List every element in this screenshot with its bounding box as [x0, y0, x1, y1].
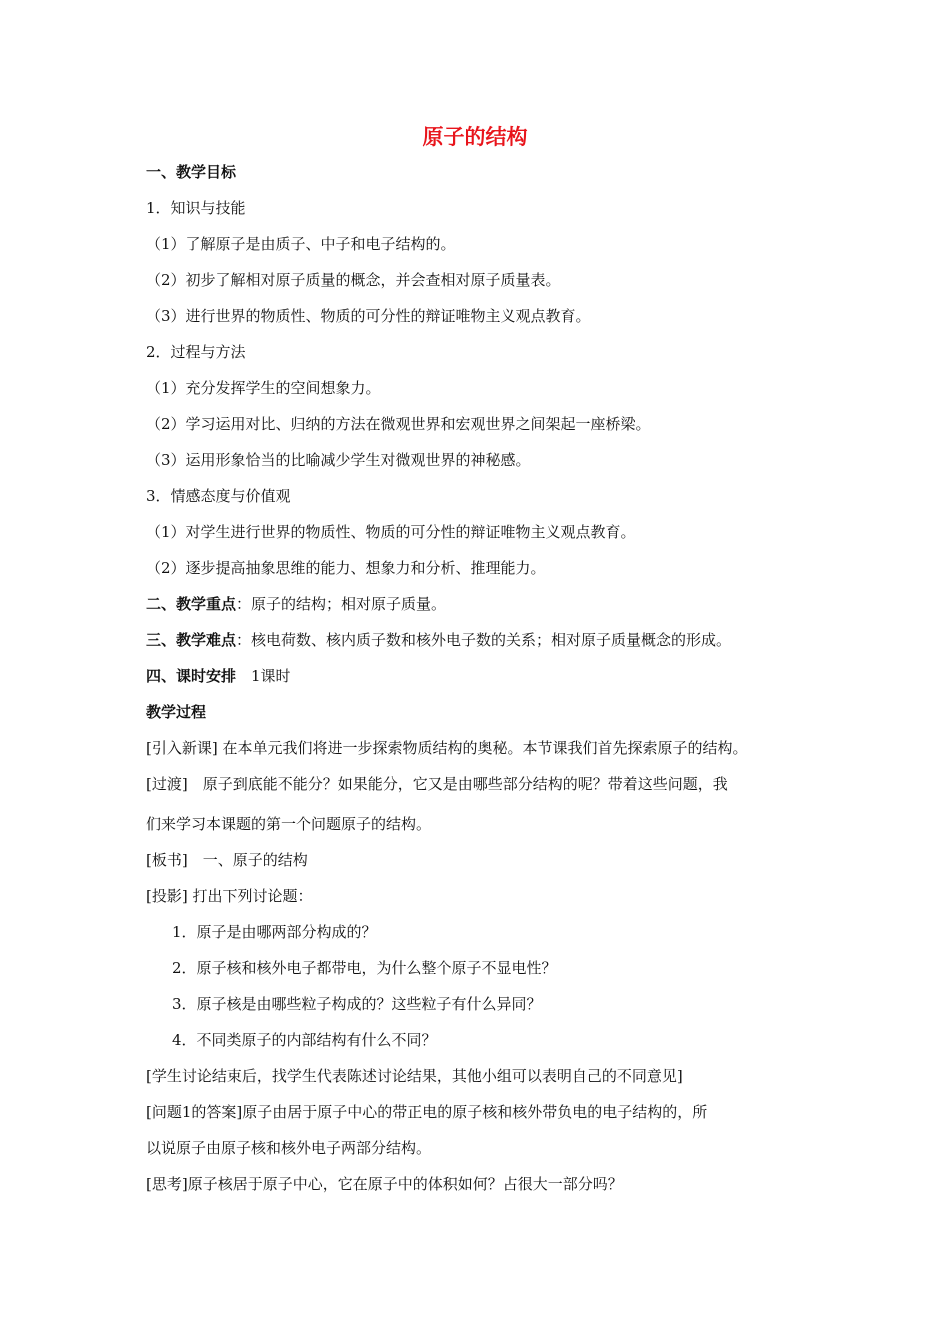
paragraph-board: [板书] 一、原子的结构: [146, 851, 308, 869]
document-title: 原子的结构: [422, 125, 528, 149]
goal-heading-attitude: 3．情感态度与价值观: [146, 487, 291, 505]
paragraph-answer-cont: 以说原子由原子核和核外电子两部分结构。: [146, 1139, 432, 1157]
paragraph-discussion: [学生讨论结束后，找学生代表陈述讨论结果，其他小组可以表明自己的不同意见]: [146, 1067, 683, 1085]
goal-item: （3）进行世界的物质性、物质的可分性的辩证唯物主义观点教育。: [146, 307, 591, 325]
section-heading-teaching-goals: 一、教学目标: [146, 163, 237, 181]
goal-item: （1）对学生进行世界的物质性、物质的可分性的辩证唯物主义观点教育。: [146, 523, 636, 541]
goal-heading-knowledge: 1．知识与技能: [146, 199, 246, 217]
section-schedule: [146, 665, 291, 687]
goal-item: （2）逐步提高抽象思维的能力、想象力和分析、推理能力。: [146, 559, 546, 577]
section-schedule-label: 四、课时安排: [146, 667, 237, 685]
section-difficulties-label: 三、教学难点: [146, 631, 237, 649]
discussion-question: 2．原子核和核外电子都带电，为什么整个原子不显电性？: [172, 959, 557, 977]
discussion-question: 3．原子核是由哪些粒子构成的？这些粒子有什么异同？: [172, 995, 542, 1013]
goal-item: （2）初步了解相对原子质量的概念，并会查相对原子质量表。: [146, 271, 561, 289]
paragraph-transition: [过渡] 原子到底能不能分？如果能分，它又是由哪些部分结构的呢？带着这些问题，我: [146, 775, 728, 793]
paragraph-transition-cont: 们来学习本课题的第一个问题原子的结构。: [146, 815, 432, 833]
paragraph-projection: [投影] 打出下列讨论题：: [146, 887, 313, 905]
discussion-question: 1．原子是由哪两部分构成的？: [172, 923, 377, 941]
paragraph-answer: [问题1的答案]原子由居于原子中心的带正电的原子核和核外带负电的电子结构的，所: [146, 1103, 708, 1121]
section-difficulties: [146, 629, 731, 651]
goal-item: （1）充分发挥学生的空间想象力。: [146, 379, 381, 397]
paragraph-think: [思考]原子核居于原子中心，它在原子中的体积如何？占很大一部分吗？: [146, 1175, 623, 1193]
section-key-points-label: 二、教学重点: [146, 595, 237, 613]
goal-item: （1）了解原子是由质子、中子和电子结构的。: [146, 235, 456, 253]
goal-heading-process: 2．过程与方法: [146, 343, 246, 361]
process-heading: 教学过程: [146, 703, 207, 721]
section-key-points: [146, 593, 446, 615]
discussion-question: 4．不同类原子的内部结构有什么不同？: [172, 1031, 437, 1049]
paragraph-intro: [引入新课] 在本单元我们将进一步探索物质结构的奥秘。本节课我们首先探索原子的结构。: [146, 739, 748, 757]
goal-item: （3）运用形象恰当的比喻减少学生对微观世界的神秘感。: [146, 451, 531, 469]
goal-item: （2）学习运用对比、归纳的方法在微观世界和宏观世界之间架起一座桥梁。: [146, 415, 651, 433]
section-schedule-text: 1课时: [236, 667, 291, 685]
section-key-points-text: ：原子的结构；相对原子质量。: [236, 595, 447, 613]
section-difficulties-text: ：核电荷数、核内质子数和核外电子数的关系；相对原子质量概念的形成。: [236, 631, 732, 649]
